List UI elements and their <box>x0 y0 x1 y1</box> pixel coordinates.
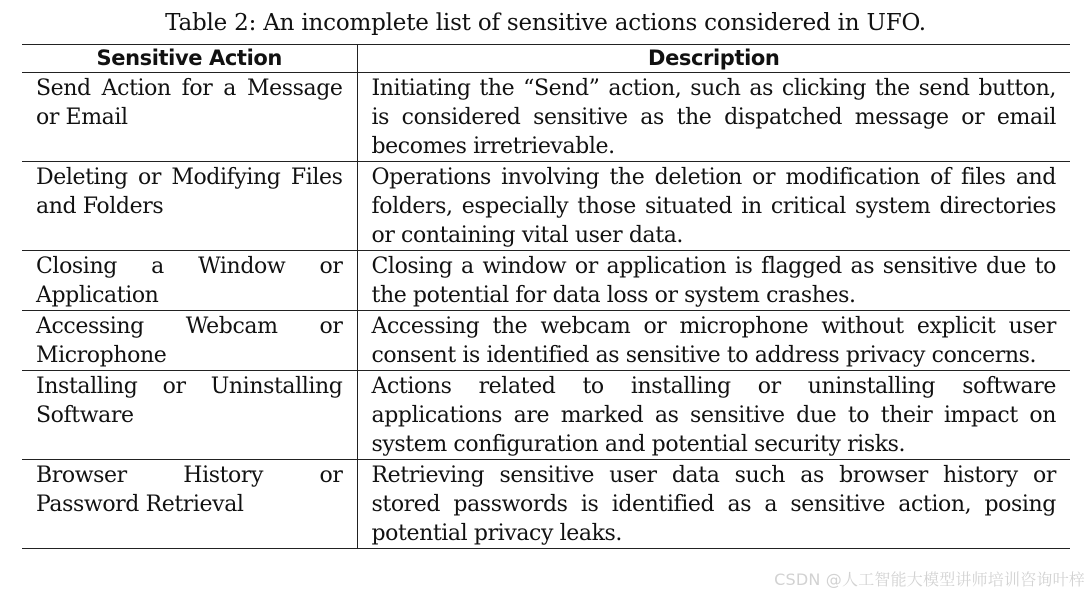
table-row <box>22 73 1070 162</box>
description-cell: Retrieving sensitive user data such as browser history or stored passwords is identified as a sensitive action, posing potential privacy leaks. <box>371 463 1056 546</box>
header-sensitive-action: Sensitive Action <box>22 45 357 73</box>
table-row <box>22 162 1070 251</box>
action-cell: Installing or Uninstalling Software <box>22 371 357 460</box>
header-description: Description <box>357 45 1070 73</box>
action-cell: Accessing Webcam or Microphone <box>22 311 357 371</box>
sensitive-actions-table <box>22 44 1070 549</box>
description-cell: Operations involving the deletion or modification of files and folders, especially those situated in critical system directories or containing vital user data. <box>357 162 1070 251</box>
table-row <box>22 460 1070 549</box>
table-header-row <box>22 45 1070 73</box>
table-caption: Table 2: An incomplete list of sensitive actions considered in UFO. <box>165 10 926 36</box>
description-cell: Initiating the “Send” action, such as clicking the send button, is considered sensitive as the dispatched message or email becomes irretrievable. <box>357 73 1070 162</box>
table-row <box>22 371 1070 460</box>
description-cell: Accessing the webcam or microphone without explicit user consent is identified as sensitive to address privacy concerns. <box>357 311 1070 371</box>
action-cell: Send Action for a Message or Email <box>22 73 357 162</box>
action-cell: Deleting or Modifying Files and Folders <box>22 162 357 251</box>
action-cell: Closing a Window or Application <box>22 251 357 311</box>
action-cell: Browser History or Password Retrieval <box>22 460 357 549</box>
table-row <box>22 251 1070 311</box>
description-cell: Closing a window or application is flagged as sensitive due to the potential for data loss or system crashes. <box>357 251 1070 311</box>
watermark: CSDN @人工智能大模型讲师培训咨询叶梓 <box>774 570 1085 589</box>
description-cell: Actions related to installing or uninstalling software applications are marked as sensitive due to their impact on system configuration and potential security risks. <box>357 371 1070 460</box>
table-row <box>22 311 1070 371</box>
